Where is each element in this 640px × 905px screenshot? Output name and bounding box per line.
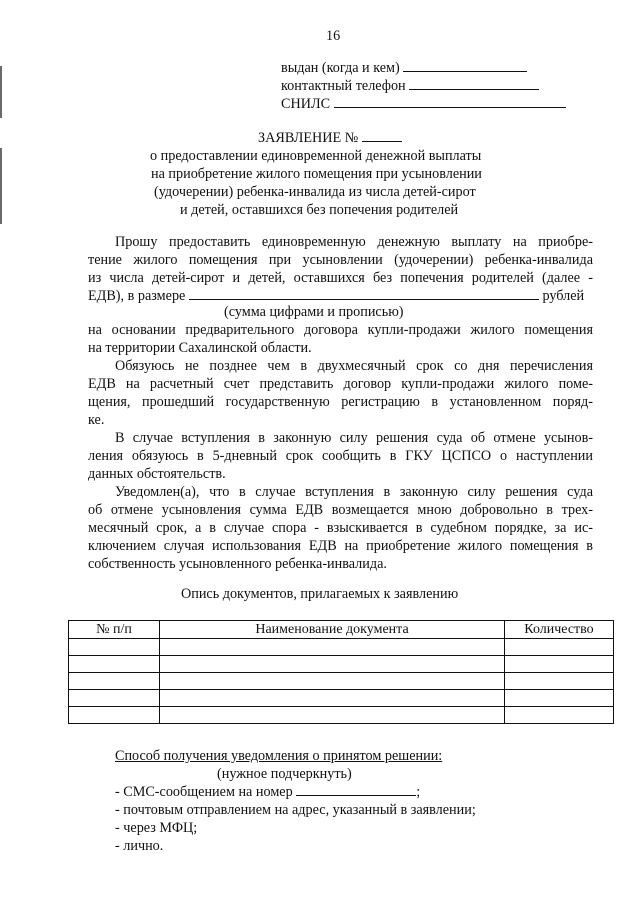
paragraph-2-line-3: щения, прошедший государственную регистрацию в установленном поряд-: [88, 394, 593, 410]
table-cell[interactable]: [160, 656, 505, 673]
phone-field: [281, 77, 539, 95]
amount-blank: [189, 287, 539, 300]
paragraph-4-line-1: Уведомлен(а), что в случае вступления в законную силу решения суда: [115, 484, 593, 500]
inventory-table: [68, 620, 614, 724]
page-number: 16: [326, 28, 341, 44]
option-in-person[interactable]: - лично.: [115, 838, 164, 854]
paragraph-3-line-1: В случае вступления в законную силу решения суда об отмене усынов-: [115, 430, 593, 446]
amount-hint: (сумма цифрами и прописью): [224, 304, 404, 320]
paragraph-2-line-2: ЕДВ на расчетный счет представить договор купли-продажи жилого поме-: [88, 376, 593, 392]
table-cell[interactable]: [505, 656, 614, 673]
snils-label: СНИЛС: [281, 96, 331, 112]
option-mfc[interactable]: - через МФЦ;: [115, 820, 198, 836]
snils-blank: [334, 95, 566, 108]
table-cell[interactable]: [69, 690, 160, 707]
paragraph-2-line-4: ке.: [88, 412, 105, 428]
table-cell[interactable]: [505, 690, 614, 707]
table-cell[interactable]: [69, 639, 160, 656]
notification-hint: (нужное подчеркнуть): [217, 766, 352, 782]
table-row: [69, 707, 614, 724]
title-line-1: о предоставлении единовременной денежной выплаты: [150, 148, 482, 164]
paragraph-1-tail-line-2: на территории Сахалинской области.: [88, 340, 312, 356]
table-cell[interactable]: [160, 690, 505, 707]
paragraph-1-tail-line-1: на основании предварительного договора купли-продажи жилого помещения: [88, 322, 593, 338]
document-heading: [258, 129, 402, 147]
option-sms-suffix: ;: [416, 784, 421, 800]
paragraph-3-line-2: ления обязуюсь в 5-дневный срок сообщить в ГКУ ЦСПСО о наступлении: [88, 448, 593, 464]
table-header-row: [69, 621, 614, 639]
table-cell[interactable]: [505, 639, 614, 656]
issued-field: [281, 59, 527, 77]
phone-label: контактный телефон: [281, 78, 406, 94]
table-cell[interactable]: [69, 673, 160, 690]
column-document-name: Наименование документа: [160, 621, 505, 639]
issued-blank: [403, 59, 527, 72]
paragraph-2-line-1: Обязуюсь не позднее чем в двухмесячный срок со дня перечисления: [115, 358, 593, 374]
paragraph-4-line-5: собственность усыновленного ребенка-инвалида.: [88, 556, 387, 572]
column-quantity: Количество: [505, 621, 614, 639]
scan-edge-middle: [0, 148, 2, 224]
title-line-3: (удочерении) ребенка-инвалида из числа детей-сирот: [154, 184, 476, 200]
title-line-4: и детей, оставшихся без попечения родителей: [180, 202, 459, 218]
table-cell[interactable]: [69, 656, 160, 673]
table-row: [69, 656, 614, 673]
sms-number-blank: [296, 783, 416, 796]
table-cell[interactable]: [160, 639, 505, 656]
option-sms-label: - СМС-сообщением на номер: [115, 784, 293, 800]
table-cell[interactable]: [505, 673, 614, 690]
heading-text: ЗАЯВЛЕНИЕ №: [258, 130, 359, 146]
table-row: [69, 673, 614, 690]
title-line-2: на приобретение жилого помещения при усыновлении: [151, 166, 482, 182]
table-cell[interactable]: [160, 707, 505, 724]
amount-prefix: ЕДВ), в размере: [88, 288, 186, 304]
paragraph-1-line-1: Прошу предоставить единовременную денежную выплату на приобре-: [115, 234, 593, 250]
phone-blank: [409, 77, 539, 90]
table-row: [69, 690, 614, 707]
scan-edge-top: [0, 66, 2, 118]
paragraph-4-line-2: об отмене усыновления сумма ЕДВ возмещается мною добровольно в трех-: [88, 502, 593, 518]
paragraph-4-line-3: месячный срок, а в случае спора - взыскивается в судебном порядке, за ис-: [88, 520, 593, 536]
paragraph-1-line-2: тение жилого помещения при усыновлении (удочерении) ребенка-инвалида: [88, 252, 593, 268]
table-cell[interactable]: [69, 707, 160, 724]
paragraph-4-line-4: ключением случая использования ЕДВ на приобретение жилого помещения в: [88, 538, 593, 554]
inventory-caption: Опись документов, прилагаемых к заявлению: [181, 586, 459, 602]
table-cell[interactable]: [505, 707, 614, 724]
issued-label: выдан (когда и кем): [281, 60, 400, 76]
snils-field: [281, 95, 566, 113]
heading-number-blank: [362, 129, 402, 142]
column-number: № п/п: [69, 621, 160, 639]
table-row: [69, 639, 614, 656]
option-mail[interactable]: - почтовым отправлением на адрес, указанный в заявлении;: [115, 802, 476, 818]
amount-suffix: рублей: [542, 288, 585, 304]
table-cell[interactable]: [160, 673, 505, 690]
notification-title: Способ получения уведомления о принятом решении:: [115, 748, 443, 764]
paragraph-1-line-3: из числа детей-сирот и детей, оставшихся без попечения родителей (далее -: [88, 270, 593, 286]
paragraph-3-line-3: данных обстоятельств.: [88, 466, 226, 482]
option-sms[interactable]: [115, 783, 420, 801]
